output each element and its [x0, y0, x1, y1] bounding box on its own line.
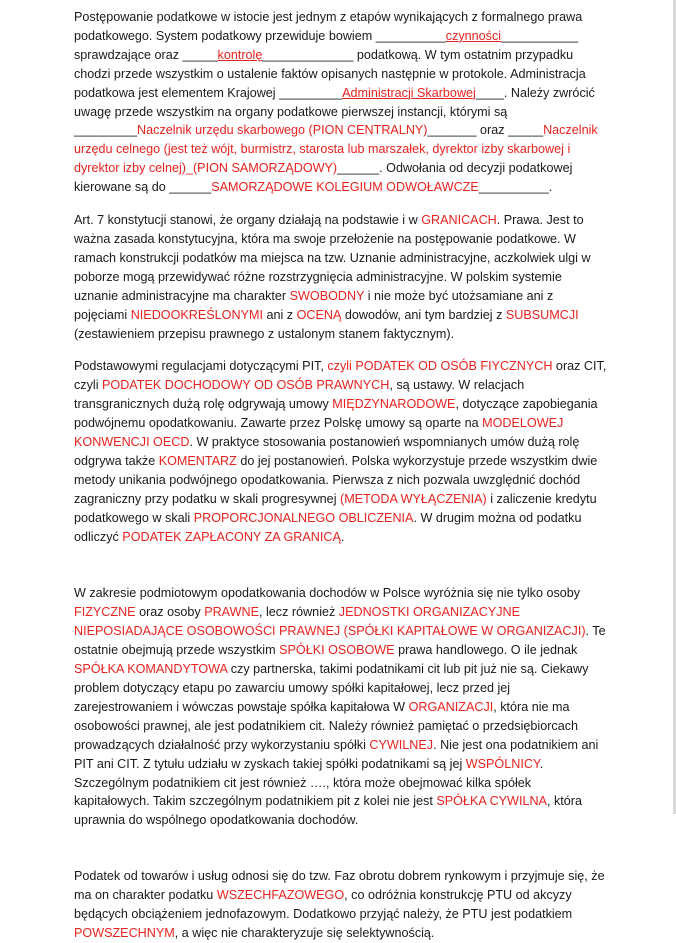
text-segment: . W praktyce stosowania postanowień wspomnianych umów dużą rolę odgrywa także [74, 435, 580, 468]
filled-answer: PODATEK ZAPŁACONY ZA GRANICĄ [122, 529, 341, 544]
text-segment: , co odróżnia konstrukcję PTU od akcyzy będących obciążeniem jednofazowym. Dodatkowo przyjąć należy, że PTU jest podatkiem [74, 888, 573, 922]
text-segment: i zaliczenie kredytu podatkowego w skali [74, 491, 597, 525]
text-segment: . W drugim można od podatku odliczyć [74, 510, 582, 544]
filled-answer: WSPÓLNICY [465, 756, 540, 771]
text-segment: dowodów, ani tym bardziej z [341, 307, 506, 322]
filled-answer: Naczelnik urzędu celnego (jest też wójt, burmistrz, starosta lub marszałek, dyrektor izby skarbowej i dyrektor izby celnej)_(PION SAMORZĄDOWY) [74, 123, 598, 176]
text-segment: ani z [262, 307, 297, 322]
text-segment: Podatek od towarów i usług odnosi się do tzw. Faz obrotu dobrem rynkowym i przyjmuje się, że ma on charakter podatku [74, 869, 605, 903]
text-segment: . Nie jest ona podatnikiem ani PIT ani CIT. Z tytułu udziału w zyskach takiej spółki podatnikami są jej [74, 737, 599, 771]
paragraph-konstytucja-art7 [74, 211, 607, 343]
filled-answer: czynności [445, 28, 502, 43]
filled-answer: WSZECHFAZOWEGO [216, 888, 345, 903]
filled-answer: GRANICACH [421, 213, 497, 228]
filled-answer: POWSZECHNYM [74, 925, 175, 940]
filled-answer: Administracji Skarbowej [342, 85, 476, 100]
text-segment: ___________ sprawdzające oraz [74, 28, 579, 62]
text-segment: Podstawowymi regulacjami dotyczącymi PIT, [74, 359, 328, 374]
text-segment: czy partnerska, takimi podatnikami cit lub pit już nie są. Ciekawy problem dotyczący etapu po zawarciu umowy spółki kapitałowej, lecz przed jej zarejestrowaniem i wówczas powstaje spółka kapitałowa W [74, 662, 589, 714]
filled-answer: czyli PODATEK OD OSÓB FIYCZNYCH [327, 359, 553, 374]
text-segment: i nie może być utożsamiane ani z pojęciami [74, 288, 554, 322]
filled-answer: NIEDOOKREŚLONYMI [130, 307, 263, 322]
text-segment: do jej postanowień. Polska wykorzystuje przede wszystkim dwie metody unikania podwójnego opodatkowania. Pierwsza z nich pozwala uwzględnić dochód zagraniczny przy podatku w skali progresywnej [74, 453, 598, 506]
filled-answer: SUBSUMCJI [505, 307, 579, 322]
filled-answer: SAMORZĄDOWE KOLEGIUM ODWOŁAWCZE [211, 180, 479, 195]
text-segment: W zakresie podmiotowym opodatkowania dochodów w Polsce wyróżnia się nie tylko osoby [74, 586, 581, 601]
filled-answer: SWOBODNY [289, 288, 365, 303]
text-segment: . [340, 529, 345, 544]
text-segment: __________. [478, 180, 553, 195]
text-segment: oraz CIT, czyli [74, 359, 607, 393]
text-segment: _____________ podatkową. W tym ostatnim przypadku chodzi przede wszystkim o ustalenie faktów opisanych następnie w protokole. Administracja podatkowa jest elementem Krajowej [74, 47, 586, 100]
text-segment: (zestawieniem przepisu prawnego z ustalonym stanem faktycznym). [74, 326, 455, 341]
text-segment: _____ [182, 47, 218, 62]
paragraph-pit-cit-regulacje [74, 357, 607, 546]
document-body [74, 8, 607, 943]
filled-answer: FIZYCZNE [74, 605, 136, 620]
text-segment: ______. Odwołania od decyzji podatkowej kierowane są do [74, 161, 573, 195]
text-segment: , która nie ma osobowości prawnej, ale jest podatnikiem cit. Należy również pamiętać o przedsiębiorcach prowadzących działalność przy wykorzystaniu spółki [74, 699, 578, 752]
text-segment: , a więc nie charakteryzuje się selektywnością. [174, 925, 435, 940]
filled-answer: PROPORCJONALNEGO OBLICZENIA [193, 510, 414, 525]
filled-answer: kontrolę [217, 47, 263, 62]
text-segment: _______ oraz [427, 123, 509, 138]
text-segment: . Szczególnym podatnikiem cit jest również …., która może obejmować kilka spółek kapitałowych. Takim szczególnym podatnikiem pit z kolei nie jest [74, 756, 544, 809]
filled-answer: CYWILNEJ [369, 737, 434, 752]
text-segment: , która uprawnia do wspólnego opodatkowania dochodów. [74, 794, 582, 828]
text-segment: . Te ostatnie obejmują przede wszystkim [74, 624, 606, 658]
text-segment: __________ [375, 28, 446, 43]
text-segment: , są ustawy. W relacjach transgranicznych dużą rolę odgrywają umowy [74, 378, 525, 412]
paragraph-zakres-podmiotowy [74, 584, 607, 830]
filled-answer: MIĘDZYNARODOWE [332, 397, 456, 412]
filled-answer: ORGANIZACJI [408, 699, 494, 714]
text-segment: oraz osoby [135, 605, 205, 620]
filled-answer: SPÓŁKI OSOBOWE [279, 643, 395, 658]
filled-answer: KOMENTARZ [158, 453, 237, 468]
text-segment: ____. Należy zwrócić uwagę przede wszystkim na organy podatkowe pierwszej instancji, którymi są [74, 85, 595, 119]
text-segment: _________ [279, 85, 343, 100]
filled-answer: OCENĄ [296, 307, 342, 322]
filled-answer: JEDNOSTKI ORGANIZACYJNE NIEPOSIADAJĄCE OSOBOWOŚCI PRAWNEJ (SPÓŁKI KAPITAŁOWE W ORGANIZACJI) [74, 605, 586, 639]
filled-answer: Naczelnik urzędu skarbowego (PION CENTRALNY) [137, 123, 428, 138]
text-segment: _____ [508, 123, 544, 138]
text-segment: _________ [74, 123, 138, 138]
text-segment: Art. 7 konstytucji stanowi, że organy działają na podstawie i w [74, 213, 422, 228]
filled-answer: PODATEK DOCHODOWY OD OSÓB PRAWNYCH [102, 378, 390, 393]
text-segment: ______ [169, 180, 212, 195]
filled-answer: MODELOWEJ KONWENCJI OECD [74, 416, 564, 450]
paragraph-podatek-vat [74, 867, 607, 943]
text-segment: Postępowanie podatkowe w istocie jest jednym z etapów wynikających z formalnego prawa podatkowego. System podatkowy przewiduje bowiem [74, 10, 583, 43]
filled-answer: PRAWNE [204, 605, 259, 620]
text-segment: , dotyczące zapobiegania podwójnemu opodatkowaniu. Zawarte przez Polskę umowy są oparte na [74, 397, 598, 431]
text-segment: . Prawa. Jest to ważna zasada konstytucyjna, która ma swoje przełożenie na postępowanie podatkowe. W ramach konstrukcji podatków ma miejsca na tzw. Uznanie administracyjne, aczkolwiek ulgi w poborze mogą przewidywać różne rozstrzygnięcia administracyjne. W polskim systemie uznanie administracyjne ma charakter [74, 213, 591, 303]
filled-answer: SPÓŁKA KOMANDYTOWA [74, 662, 228, 677]
filled-answer: SPÓŁKA CYWILNA [436, 794, 547, 809]
text-segment: prawa handlowego. O ile jednak [394, 643, 578, 658]
filled-answer: (METODA WYŁĄCZENIA) [340, 491, 487, 506]
paragraph-postepowanie-podatkowe [74, 8, 607, 197]
text-segment: , lecz również [259, 605, 339, 620]
